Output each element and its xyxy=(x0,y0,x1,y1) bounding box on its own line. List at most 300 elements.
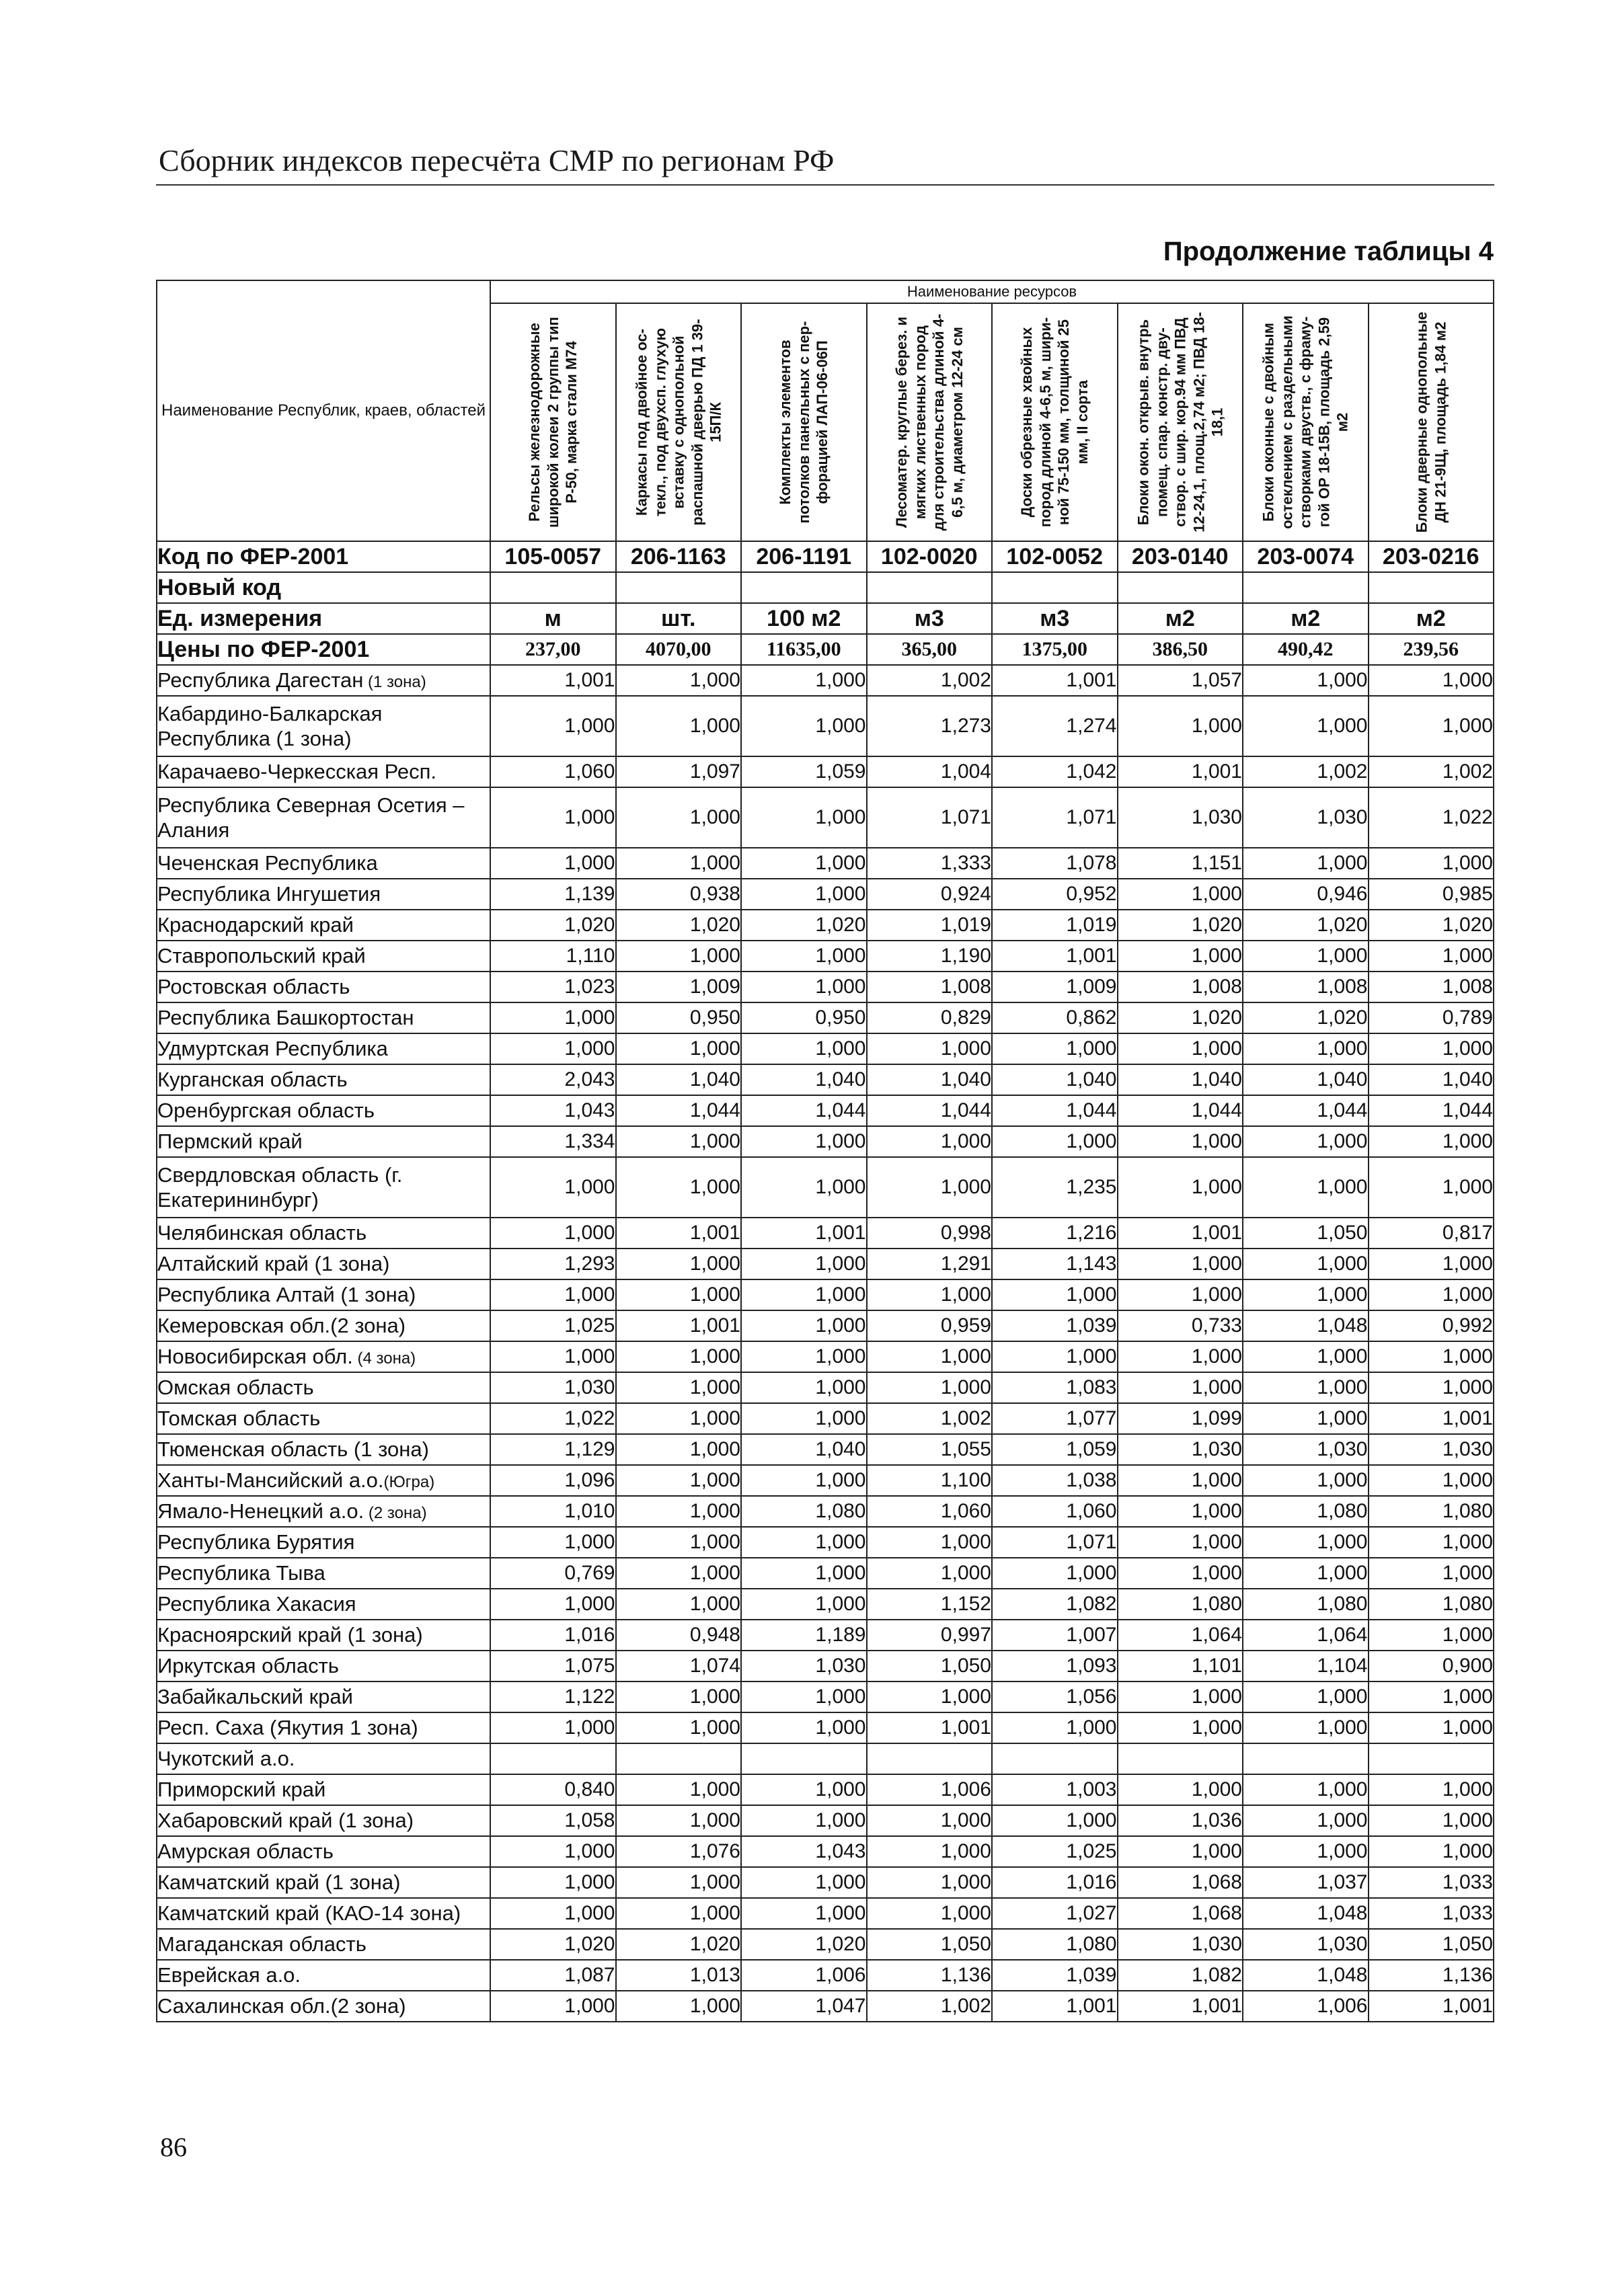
index-value: 1,000 xyxy=(992,1712,1118,1743)
resource-column-label: Лесоматер. круглые берез. и мягких лиственных пород для строительства длиной 4-6,5 м, диаметром 12-24 см xyxy=(892,313,966,531)
index-value: 0,985 xyxy=(1369,879,1494,910)
index-value: 1,139 xyxy=(490,879,616,910)
table-row xyxy=(157,1218,1494,1249)
table-row xyxy=(157,665,1494,696)
meta-row-label: Код по ФЕР-2001 xyxy=(157,541,490,572)
region-name: Чукотский а.о. xyxy=(157,1747,295,1771)
table-row xyxy=(157,1126,1494,1157)
meta-value: 100 м2 xyxy=(741,603,867,634)
index-value: 1,000 xyxy=(490,1218,616,1249)
resource-column-label: Рельсы железнодорожные широкой колеи 2 группы тип Р-50, марка стали М74 xyxy=(526,317,580,528)
index-value: 1,040 xyxy=(1243,1064,1369,1095)
index-value: 1,000 xyxy=(1243,1033,1369,1064)
index-value: 1,040 xyxy=(992,1064,1118,1095)
region-name-cell xyxy=(157,1002,490,1033)
region-zone-note: (Югра) xyxy=(383,1473,435,1492)
index-value: 1,007 xyxy=(992,1620,1118,1651)
index-value: 1,000 xyxy=(616,1033,742,1064)
meta-value: 237,00 xyxy=(490,634,616,665)
index-value: 1,293 xyxy=(490,1249,616,1279)
page-number: 86 xyxy=(160,2132,187,2162)
index-value: 1,000 xyxy=(616,1341,742,1372)
index-value: 1,000 xyxy=(490,1712,616,1743)
index-value: 0,952 xyxy=(992,879,1118,910)
region-name-cell xyxy=(157,1095,490,1126)
index-value: 1,010 xyxy=(490,1496,616,1527)
index-value: 0,733 xyxy=(1118,1310,1243,1341)
resource-column-label: Блоки оконные с двойным остеклением с раздельными створками двуств., с фраму-гой ОР 18-15В, площадь 2,59 м2 xyxy=(1260,315,1351,529)
index-value: 1,143 xyxy=(992,1249,1118,1279)
meta-value: 203-0074 xyxy=(1243,541,1369,572)
index-value: 1,000 xyxy=(1118,1681,1243,1712)
index-value xyxy=(616,1743,742,1774)
index-value: 1,022 xyxy=(1369,787,1494,848)
index-value: 1,002 xyxy=(1369,756,1494,787)
table-row xyxy=(157,1805,1494,1836)
index-value: 1,000 xyxy=(741,1249,867,1279)
region-name-cell xyxy=(157,756,490,787)
index-value: 1,037 xyxy=(1243,1867,1369,1898)
index-value: 1,000 xyxy=(1369,1712,1494,1743)
index-value: 1,000 xyxy=(1118,1465,1243,1496)
index-value xyxy=(992,1743,1118,1774)
index-value: 1,000 xyxy=(741,879,867,910)
index-value: 1,000 xyxy=(490,1589,616,1620)
meta-value: м3 xyxy=(992,603,1118,634)
resource-column-header xyxy=(867,303,993,541)
region-name: Республика Бурятия xyxy=(157,1530,355,1554)
index-value: 1,000 xyxy=(1118,696,1243,756)
region-name-cell xyxy=(157,1898,490,1929)
index-value: 1,000 xyxy=(616,1372,742,1403)
index-value: 1,000 xyxy=(1369,1836,1494,1867)
index-value: 1,000 xyxy=(616,1157,742,1218)
index-value: 1,050 xyxy=(867,1651,993,1681)
region-name: Иркутская область xyxy=(157,1654,339,1678)
index-value: 1,000 xyxy=(490,1836,616,1867)
resource-column-header xyxy=(1118,303,1243,541)
index-value xyxy=(1369,1743,1494,1774)
index-value: 0,946 xyxy=(1243,879,1369,910)
region-name-cell xyxy=(157,1279,490,1310)
index-value: 1,000 xyxy=(741,1558,867,1589)
index-value: 0,789 xyxy=(1369,1002,1494,1033)
index-value: 1,000 xyxy=(1118,879,1243,910)
table-row xyxy=(157,1157,1494,1218)
index-value: 1,000 xyxy=(992,1126,1118,1157)
index-value: 1,000 xyxy=(1369,1249,1494,1279)
index-value: 1,000 xyxy=(1369,1157,1494,1218)
meta-row-label: Новый код xyxy=(157,572,490,603)
index-value: 1,000 xyxy=(1243,1403,1369,1434)
index-value: 1,000 xyxy=(616,1465,742,1496)
index-value: 1,020 xyxy=(1243,1002,1369,1033)
region-name-cell xyxy=(157,1126,490,1157)
index-value: 1,080 xyxy=(1369,1496,1494,1527)
index-value: 1,064 xyxy=(1243,1620,1369,1651)
index-value: 1,000 xyxy=(616,1589,742,1620)
index-value: 1,000 xyxy=(741,1465,867,1496)
index-value: 1,060 xyxy=(490,756,616,787)
index-value: 1,000 xyxy=(490,848,616,879)
index-value: 1,043 xyxy=(741,1836,867,1867)
meta-value: 105-0057 xyxy=(490,541,616,572)
index-value: 1,050 xyxy=(867,1929,993,1960)
index-value: 1,000 xyxy=(741,1157,867,1218)
index-value: 1,100 xyxy=(867,1465,993,1496)
index-value: 1,001 xyxy=(1118,1218,1243,1249)
index-value xyxy=(1118,1743,1243,1774)
region-name: Карачаево-Черкесская Респ. xyxy=(157,760,437,784)
region-name-cell xyxy=(157,1372,490,1403)
meta-value xyxy=(1243,572,1369,603)
region-zone-note: (2 зона) xyxy=(364,1504,427,1523)
index-value: 1,000 xyxy=(1369,1774,1494,1805)
index-value: 1,080 xyxy=(1243,1589,1369,1620)
table-row xyxy=(157,941,1494,972)
table-continuation-caption: Продолжение таблицы 4 xyxy=(1163,237,1494,266)
index-value: 1,000 xyxy=(1369,1558,1494,1589)
region-name: Хабаровский край (1 зона) xyxy=(157,1809,414,1833)
index-value: 1,057 xyxy=(1118,665,1243,696)
index-value: 1,000 xyxy=(1243,1558,1369,1589)
resource-column-label: Блоки окон. открыв. внутрь помещ. спар. констр. дву-створ. с шир. кор.94 мм ПВД 12-24,1, площ.2,74 м2; ПВД 18-18,1 xyxy=(1134,312,1225,532)
index-value: 1,019 xyxy=(992,910,1118,941)
index-value: 1,000 xyxy=(490,1279,616,1310)
index-value: 1,000 xyxy=(1243,1681,1369,1712)
index-value: 1,008 xyxy=(867,972,993,1002)
index-value: 1,047 xyxy=(741,1991,867,2022)
index-value: 1,000 xyxy=(741,1033,867,1064)
index-value: 1,044 xyxy=(992,1095,1118,1126)
index-value xyxy=(1243,1743,1369,1774)
meta-value: 206-1163 xyxy=(616,541,742,572)
region-name: Алтайский край (1 зона) xyxy=(157,1252,390,1276)
index-value: 1,000 xyxy=(867,1126,993,1157)
index-value: 1,074 xyxy=(616,1651,742,1681)
resource-column-label: Доски обрезные хвойных пород длиной 4-6,5 м, шири-ной 75-150 мм, толщиной 25 мм, II сорта xyxy=(1018,317,1091,528)
region-name-cell xyxy=(157,1867,490,1898)
index-value: 1,002 xyxy=(1243,756,1369,787)
index-value: 1,013 xyxy=(616,1960,742,1991)
index-value: 1,000 xyxy=(1118,1279,1243,1310)
index-value: 1,000 xyxy=(490,1898,616,1929)
index-value: 1,020 xyxy=(490,910,616,941)
meta-value: м2 xyxy=(1369,603,1494,634)
region-name: Сахалинская обл.(2 зона) xyxy=(157,1994,406,2018)
index-value: 1,082 xyxy=(992,1589,1118,1620)
index-value: 1,030 xyxy=(1369,1434,1494,1465)
region-name: Камчатский край (1 зона) xyxy=(157,1870,401,1895)
index-value: 1,334 xyxy=(490,1126,616,1157)
region-name-cell xyxy=(157,910,490,941)
index-value: 0,862 xyxy=(992,1002,1118,1033)
index-value: 1,122 xyxy=(490,1681,616,1712)
index-value: 0,959 xyxy=(867,1310,993,1341)
index-value: 1,000 xyxy=(616,1867,742,1898)
index-value: 1,000 xyxy=(490,1867,616,1898)
index-value: 1,000 xyxy=(741,1279,867,1310)
index-value: 1,190 xyxy=(867,941,993,972)
table-row xyxy=(157,1558,1494,1589)
index-value: 1,006 xyxy=(1243,1991,1369,2022)
index-value: 1,060 xyxy=(867,1496,993,1527)
region-name-cell xyxy=(157,1743,490,1774)
region-name-cell xyxy=(157,1064,490,1095)
meta-value xyxy=(1369,572,1494,603)
index-value: 1,000 xyxy=(1369,1620,1494,1651)
index-value: 1,039 xyxy=(992,1310,1118,1341)
index-value: 1,000 xyxy=(741,1126,867,1157)
index-value: 1,030 xyxy=(1118,1929,1243,1960)
region-name: Челябинская область xyxy=(157,1221,367,1245)
index-value: 1,000 xyxy=(1243,1279,1369,1310)
region-name-cell xyxy=(157,1651,490,1681)
table-row xyxy=(157,1403,1494,1434)
index-value: 1,000 xyxy=(741,1898,867,1929)
index-value: 1,000 xyxy=(867,1867,993,1898)
index-value: 1,000 xyxy=(1243,696,1369,756)
meta-row xyxy=(157,572,1494,603)
meta-value: 203-0216 xyxy=(1369,541,1494,572)
resource-column-header xyxy=(992,303,1118,541)
index-value: 1,000 xyxy=(867,1898,993,1929)
index-value: 0,817 xyxy=(1369,1218,1494,1249)
region-name-cell xyxy=(157,1157,490,1218)
index-value: 1,000 xyxy=(992,1341,1118,1372)
table-row xyxy=(157,1743,1494,1774)
region-name: Респ. Саха (Якутия 1 зона) xyxy=(157,1716,418,1740)
table-row xyxy=(157,1589,1494,1620)
page-header-title: Сборник индексов пересчёта СМР по регионам РФ xyxy=(159,143,835,177)
index-value: 1,082 xyxy=(1118,1960,1243,1991)
index-value: 1,083 xyxy=(992,1372,1118,1403)
region-name: Амурская область xyxy=(157,1839,334,1864)
index-value: 1,000 xyxy=(741,1681,867,1712)
index-value: 0,938 xyxy=(616,879,742,910)
region-name: Свердловская область (г. Екатерининбург) xyxy=(157,1162,403,1212)
table-row xyxy=(157,1712,1494,1743)
index-value: 1,025 xyxy=(992,1836,1118,1867)
region-name: Республика Дагестан xyxy=(157,668,364,692)
index-value: 1,040 xyxy=(1118,1064,1243,1095)
region-name: Томская область xyxy=(157,1407,321,1431)
resource-column-header xyxy=(616,303,742,541)
index-value: 1,000 xyxy=(741,848,867,879)
table-row xyxy=(157,1002,1494,1033)
region-name-cell xyxy=(157,848,490,879)
meta-row-label: Ед. измерения xyxy=(157,603,490,634)
index-value: 1,044 xyxy=(616,1095,742,1126)
index-value: 1,000 xyxy=(1243,1126,1369,1157)
index-value: 1,000 xyxy=(1243,848,1369,879)
resource-column-header xyxy=(490,303,616,541)
index-value: 1,000 xyxy=(616,1403,742,1434)
index-value: 1,000 xyxy=(1118,1126,1243,1157)
index-value: 1,030 xyxy=(1243,1434,1369,1465)
table-row xyxy=(157,1620,1494,1651)
table-row xyxy=(157,1898,1494,1929)
index-value: 1,000 xyxy=(616,1279,742,1310)
index-value: 1,000 xyxy=(616,1434,742,1465)
table-row xyxy=(157,1465,1494,1496)
region-name: Магаданская область xyxy=(157,1932,367,1956)
index-value: 1,048 xyxy=(1243,1310,1369,1341)
index-value: 1,036 xyxy=(1118,1805,1243,1836)
index-value: 1,050 xyxy=(1369,1929,1494,1960)
meta-value: шт. xyxy=(616,603,742,634)
index-value: 1,040 xyxy=(1369,1064,1494,1095)
table-row xyxy=(157,1960,1494,1991)
index-value: 1,000 xyxy=(490,1341,616,1372)
region-name-cell xyxy=(157,972,490,1002)
index-value: 1,000 xyxy=(867,1805,993,1836)
index-value: 0,998 xyxy=(867,1218,993,1249)
meta-value: 239,56 xyxy=(1369,634,1494,665)
index-value: 1,000 xyxy=(1243,1341,1369,1372)
index-value: 1,000 xyxy=(490,787,616,848)
resource-column-header xyxy=(741,303,867,541)
index-value: 1,044 xyxy=(1118,1095,1243,1126)
region-name: Курганская область xyxy=(157,1068,348,1092)
index-value: 1,000 xyxy=(616,1126,742,1157)
index-value: 1,000 xyxy=(1118,1774,1243,1805)
table-row xyxy=(157,1496,1494,1527)
table-row xyxy=(157,972,1494,1002)
index-value: 1,000 xyxy=(616,848,742,879)
region-name: Ямало-Ненецкий а.о. xyxy=(157,1499,364,1523)
index-value: 1,059 xyxy=(741,756,867,787)
meta-value: 206-1191 xyxy=(741,541,867,572)
index-value: 1,000 xyxy=(1369,1341,1494,1372)
index-value: 1,000 xyxy=(1369,1372,1494,1403)
meta-value xyxy=(1118,572,1243,603)
meta-value: 102-0052 xyxy=(992,541,1118,572)
meta-value xyxy=(490,572,616,603)
index-value: 1,000 xyxy=(1118,1712,1243,1743)
index-value: 1,000 xyxy=(741,1712,867,1743)
index-value: 1,000 xyxy=(1243,1712,1369,1743)
index-value: 1,000 xyxy=(616,1558,742,1589)
index-value: 1,000 xyxy=(1118,1033,1243,1064)
header-rule xyxy=(156,184,1494,186)
index-value: 1,016 xyxy=(490,1620,616,1651)
index-value: 1,000 xyxy=(1243,1805,1369,1836)
index-value: 1,020 xyxy=(1369,910,1494,941)
index-value: 1,071 xyxy=(867,787,993,848)
index-value: 1,020 xyxy=(1118,910,1243,941)
index-value: 1,000 xyxy=(867,1681,993,1712)
meta-value: 386,50 xyxy=(1118,634,1243,665)
index-value: 0,769 xyxy=(490,1558,616,1589)
meta-value: 203-0140 xyxy=(1118,541,1243,572)
index-value: 0,840 xyxy=(490,1774,616,1805)
index-value: 1,027 xyxy=(992,1898,1118,1929)
region-name-cell xyxy=(157,1558,490,1589)
index-value: 1,000 xyxy=(1243,1465,1369,1496)
index-value: 1,006 xyxy=(741,1960,867,1991)
index-value: 1,044 xyxy=(1243,1095,1369,1126)
index-value: 1,050 xyxy=(1243,1218,1369,1249)
index-value: 0,948 xyxy=(616,1620,742,1651)
index-value: 1,000 xyxy=(741,1527,867,1558)
index-value: 1,080 xyxy=(1243,1496,1369,1527)
resource-column-header xyxy=(1243,303,1369,541)
index-value: 1,000 xyxy=(1369,1465,1494,1496)
table-row xyxy=(157,1434,1494,1465)
index-value: 1,016 xyxy=(992,1867,1118,1898)
index-value: 1,039 xyxy=(992,1960,1118,1991)
region-name-cell xyxy=(157,1929,490,1960)
index-value: 1,000 xyxy=(741,1589,867,1620)
index-value: 1,000 xyxy=(616,1681,742,1712)
region-name: Ханты-Мансийский а.о. xyxy=(157,1468,384,1493)
index-value: 1,000 xyxy=(867,1527,993,1558)
index-value: 1,000 xyxy=(867,1033,993,1064)
index-value: 1,000 xyxy=(1369,1805,1494,1836)
index-value: 1,000 xyxy=(1369,941,1494,972)
index-value: 1,000 xyxy=(1369,1279,1494,1310)
index-value: 1,042 xyxy=(992,756,1118,787)
region-name-cell xyxy=(157,1249,490,1279)
index-value: 1,003 xyxy=(992,1774,1118,1805)
index-value: 1,000 xyxy=(490,1157,616,1218)
region-name-cell xyxy=(157,1836,490,1867)
resource-column-label: Каркасы под двойное ос-текл., под двухсп. глухую вставку с однопольной распашной дверью ПД 1 39-15П/К xyxy=(633,319,724,526)
index-value: 1,006 xyxy=(867,1774,993,1805)
table-row xyxy=(157,696,1494,756)
index-value: 1,000 xyxy=(1243,1157,1369,1218)
index-value: 1,058 xyxy=(490,1805,616,1836)
index-value: 1,099 xyxy=(1118,1403,1243,1434)
region-name: Камчатский край (КАО-14 зона) xyxy=(157,1901,461,1926)
region-name: Красноярский край (1 зона) xyxy=(157,1623,423,1647)
index-value: 1,000 xyxy=(1369,1126,1494,1157)
index-value: 1,000 xyxy=(616,1249,742,1279)
table-row xyxy=(157,1991,1494,2022)
index-value: 1,080 xyxy=(1369,1589,1494,1620)
region-name-cell xyxy=(157,1960,490,1991)
resource-column-label: Комплекты элементов потолков панельных с пер-форацией ЛАП-06-06П xyxy=(777,321,831,524)
region-name-cell xyxy=(157,1403,490,1434)
region-name: Ставропольский край xyxy=(157,944,366,968)
index-value: 1,000 xyxy=(1369,1681,1494,1712)
region-name: Омская область xyxy=(157,1376,314,1400)
table-row xyxy=(157,1279,1494,1310)
index-value: 1,078 xyxy=(992,848,1118,879)
index-value: 1,000 xyxy=(867,1372,993,1403)
index-value: 1,001 xyxy=(992,1991,1118,2022)
region-name: Республика Тыва xyxy=(157,1561,325,1585)
index-value: 1,151 xyxy=(1118,848,1243,879)
meta-value: 365,00 xyxy=(867,634,993,665)
index-value: 1,000 xyxy=(1118,1836,1243,1867)
region-name: Чеченская Республика xyxy=(157,851,378,875)
index-value: 1,001 xyxy=(992,665,1118,696)
region-name-cell xyxy=(157,1033,490,1064)
index-value: 1,004 xyxy=(867,756,993,787)
index-value: 1,001 xyxy=(741,1218,867,1249)
index-value: 1,020 xyxy=(1243,910,1369,941)
meta-value: м3 xyxy=(867,603,993,634)
index-value: 1,040 xyxy=(741,1434,867,1465)
index-value: 1,068 xyxy=(1118,1867,1243,1898)
table-row xyxy=(157,1681,1494,1712)
index-value: 1,030 xyxy=(1243,787,1369,848)
index-value xyxy=(490,1743,616,1774)
index-value: 0,829 xyxy=(867,1002,993,1033)
index-value: 1,000 xyxy=(1243,1249,1369,1279)
